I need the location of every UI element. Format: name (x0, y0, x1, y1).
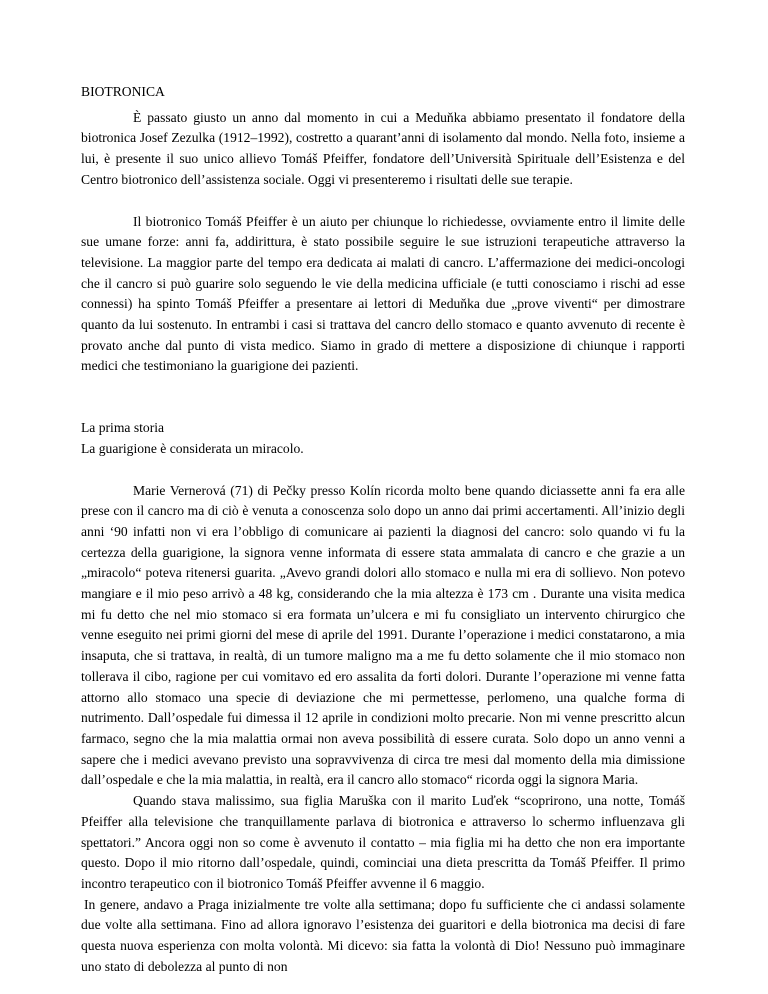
story-subheading: La guarigione è considerata un miracolo. (81, 440, 304, 456)
story-heading: La prima storia (81, 420, 165, 436)
intro-paragraph-2: Il biotronico Tomáš Pfeiffer è un aiuto per chiunque lo richiedesse, ovviamente entro il limite delle sue umane forze: anni fa, addirittura, è stato possibile seguire le sue istruzioni terapeutiche attraverso la televisione. La maggior parte del tempo era dedicata ai malati di cancro. L’affermazione dei medici-oncologi che il cancro si può guarire solo seguendo le vie della medicina ufficiale (e tutti conosciamo i rischi ad esse connessi) ha spinto Tomáš Pfeiffer a presentare ai lettori di Meduňka due „prove viventi“ per dimostrare quanto da lui sostenuto. In entrambi i casi si trattava del cancro dello stomaco e quanto avvenuto di recente è provato anche dal punto di vista medico. Siamo in grado di mettere a disposizione di chiunque i rapporti medici che testimoniano la guarigione dei pazienti. (81, 213, 685, 374)
document-title: BIOTRONICA (81, 84, 165, 99)
story-paragraph-2: Quando stava malissimo, sua figlia Maruška con il marito Luďek “scoprirono, una notte, Tomáš Pfeiffer alla televisione che tranquillamente parlava di biotronica e attraverso lo schermo influenzava gli spettatori.” Ancora oggi non so come è avvenuto il contatto – mia figlia mi ha detto che non era importante questo. Dopo il mio ritorno dall’ospedale, quindi, cominciai una dieta prescritta da Tomáš Pfeiffer. Il primo incontro terapeutico con il biotronico Tomáš Pfeiffer avvenne il 6 maggio. (81, 793, 685, 891)
story-heading-block (81, 418, 685, 459)
intro-paragraph-1: È passato giusto un anno dal momento in cui a Meduňka abbiamo presentato il fondatore della biotronica Josef Zezulka (1912–1992), costretto a quarant’anni di isolamento dal mondo. Nella foto, insieme a lui, è presente il suo unico allievo Tomáš Pfeiffer, fondatore dell’Università Spirituale dell’Esistenza e del Centro biotronico dell’assistenza sociale. Oggi vi presenteremo i risultati delle sue terapie. (81, 109, 685, 187)
document-page (81, 82, 685, 977)
story-paragraph-1: Marie Vernerová (71) di Pečky presso Kolín ricorda molto bene quando diciassette anni fa era alle prese con il cancro ma di ciò è venuta a conoscenza solo dopo un anno dai primi accertamenti. All’inizio degli anni ‘90 infatti non vi era l’obbligo di comunicare ai pazienti la diagnosi del cancro: solo quando vi fu la certezza della guarigione, la signora venne informata di essere stata ammalata di cancro e che grazie a un „miracolo“ poteva ritenersi guarita. „Avevo grandi dolori allo stomaco e nulla mi era di sollievo. Non potevo mangiare e il mio peso arrivò a 48 kg, considerando che la mia altezza è 173 cm . Durante una visita medica mi fu detto che nel mio stomaco si era formata un’ulcera e mi fu consigliato un intervento chirurgico che venne eseguito nei primi giorni del mese di aprile del 1991. Durante l’operazione i medici constatarono, a mia insaputa, che si trattava, in realtà, di un tumore maligno ma a me fu detto solamente che il mio stomaco non tollerava il cibo, ragione per cui vomitavo ed ero assalita da forti dolori. Durante l’operazione mi venne fatta attorno allo stomaco una specie di deviazione che mi permettesse, perlomeno, una qualche forma di nutrimento. Dall’ospedale fui dimessa il 12 aprile in condizioni molto precarie. Non mi venne prescritto alcun farmaco, segno che la mia malattia ormai non aveva possibilità di essere curata. Solo dopo un anno venni a sapere che i medici avevano previsto una sopravvivenza di circa tre mesi dal momento della mia dimissione dall’ospedale e che la mia malattia, in realtà, era il cancro allo stomaco“ ricorda oggi la signora Maria. (81, 482, 685, 788)
story-paragraph-3: In genere, andavo a Praga inizialmente tre volte alla settimana; dopo fu sufficiente che ci andassi solamente due volte alla settimana. Fino ad allora ignoravo l’esistenza dei guaritori e della biotronica ma decisi di fare questa nuova esperienza con molta volontà. Mi dicevo: sia fatta la volontà di Dio! Nessuno può immaginare uno stato di debolezza al punto di non (81, 896, 685, 974)
